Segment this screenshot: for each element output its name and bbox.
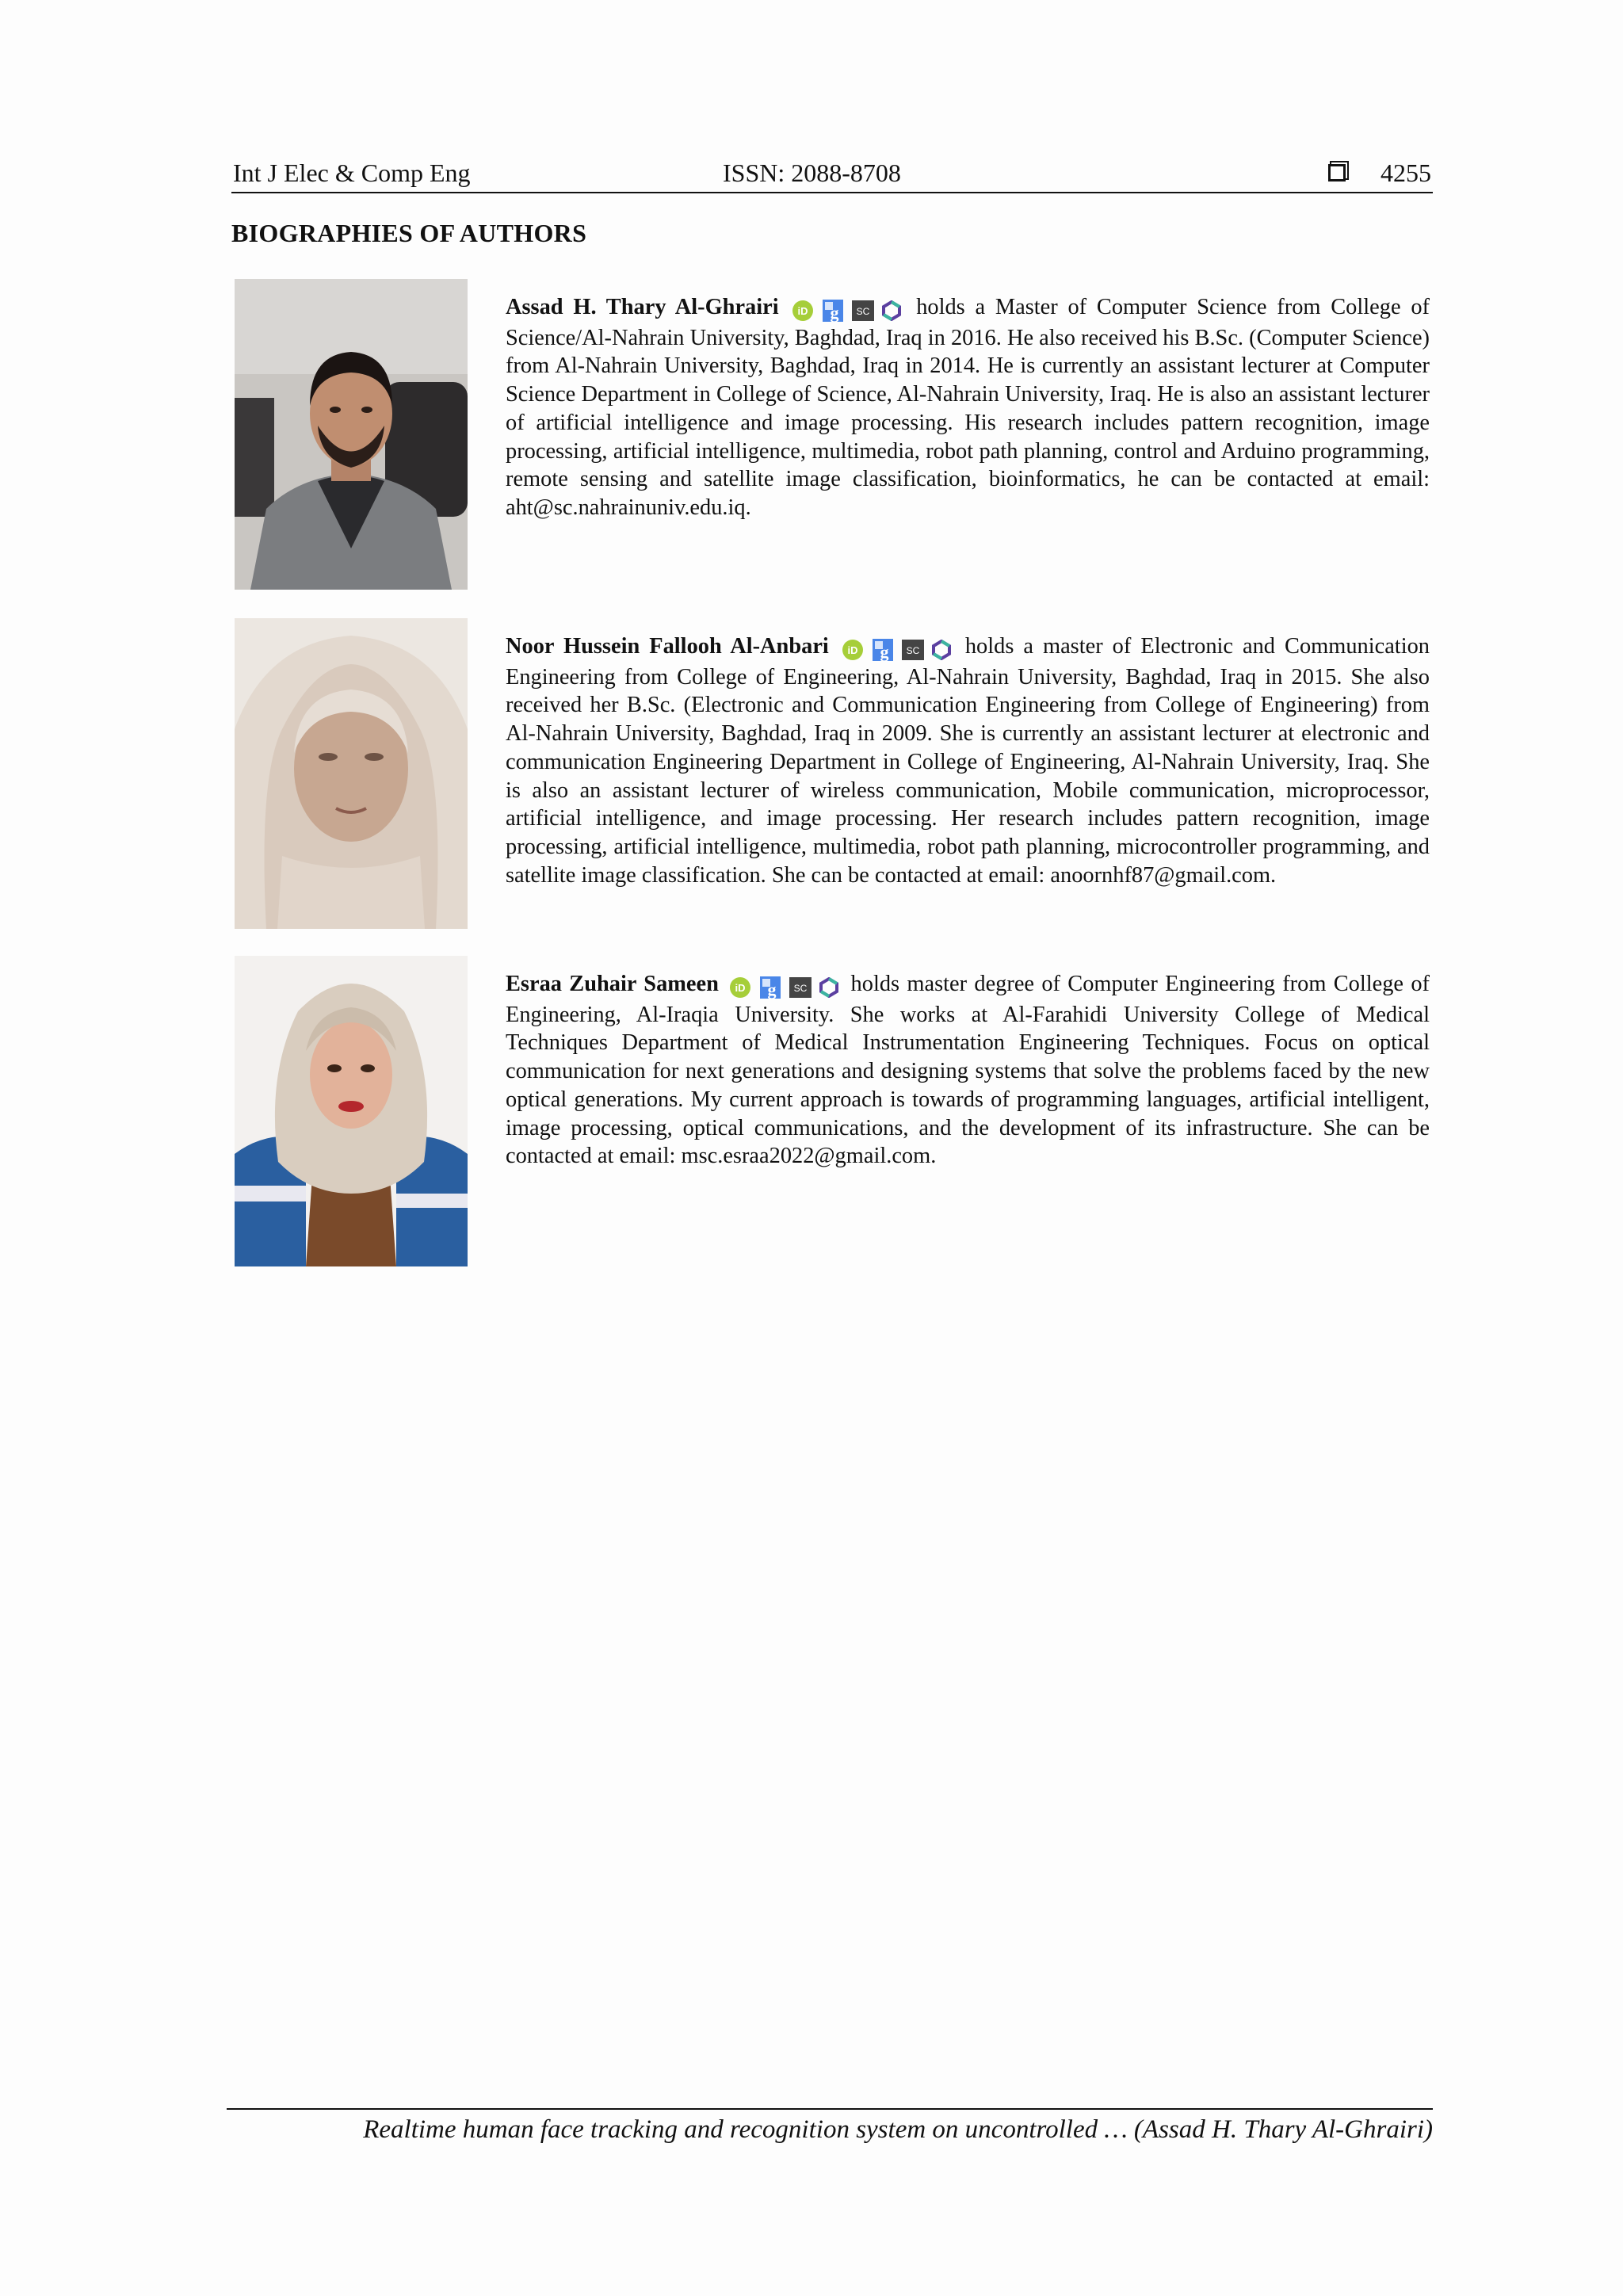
author-bio-text: holds master degree of Computer Engineering from College of Engineering, Al-Iraqia University. She works at Al-Farahidi University College of Medical Techniques Department of Medical Instrumentation Engineering Techniques. Focus on optical communication for next generations and designing systems that solve the problems faced by the new optical generations. My current approach is towards of programming languages, artificial intelligent, image processing, optical communications, and the development of its infrastructure. She can be contacted at email: msc.esraa2022@gmail.com. [506,972,1430,1169]
author-name: Assad H. Thary Al-Ghrairi [506,295,779,319]
scopus-icon[interactable] [852,300,874,321]
author-bio-text: holds a Master of Computer Science from College of Science/Al-Nahrain University, Baghdad, Iraq in 2016. He also received his B.Sc. (Computer Science) from Al-Nahrain University, Baghdad, Iraq in 2014. He is currently an assistant lecturer at Computer Science Department in College of Science, Al-Nahrain University, Iraq. He is also an assistant lecturer of artificial intelligence and image processing. His research includes pattern recognition, image processing, artificial intelligence, multimedia, robot path planning, control and Arduino programming, remote sensing and satellite image classification, bioinformatics, he can be contacted at email: aht@sc.nahrainuniv.edu.iq. [506,295,1430,520]
scopus-icon[interactable] [902,640,924,660]
svg-text:g: g [880,642,889,663]
section-title: BIOGRAPHIES OF AUTHORS [231,219,587,247]
publons-icon[interactable] [882,300,901,321]
scopus-icon[interactable] [789,977,812,998]
profile-icons [729,972,838,1001]
author-photo [235,279,468,590]
author-photo [235,956,468,1266]
footer-rule [227,2108,1433,2110]
profile-icons [792,296,901,324]
author-photo-image [235,279,468,590]
author-bio-text: holds a master of Electronic and Communication Engineering from College of Engineering, Al-Nahrain University, Baghdad, Iraq in 2015. She also received her B.Sc. (Electronic and Communication Engineering from College of Engineering) from Al-Nahrain University, Baghdad, Iraq in 2009. She is currently an assistant lecturer at electronic and communication Engineering Department in College of Engineering, Al-Nahrain University, Iraq. She is also an assistant lecturer of wireless communication, Mobile communication, microprocessor, artificial intelligence, and image processing. Her research includes pattern recognition, image processing, artificial intelligence, multimedia, robot path planning, microcontroller programming, and satellite image classification. She can be contacted at email: anoornhf87@gmail.com. [506,634,1430,888]
issn: ISSN: 2088-8708 [723,159,901,187]
author-bio [506,293,1430,522]
svg-text:iD: iD [797,305,808,318]
author-photo-image [235,956,468,1266]
author-name: Noor Hussein Fallooh Al-Anbari [506,634,829,659]
profile-icons [842,635,951,663]
svg-text:iD: iD [847,644,858,657]
svg-text:SC: SC [793,983,808,995]
publons-icon[interactable] [819,977,838,998]
svg-text:SC: SC [857,306,870,318]
running-footer: Realtime human face tracking and recognition system on uncontrolled … (Assad H. Thary Al-Ghrairi) [363,2115,1433,2144]
google-scholar-icon[interactable] [872,638,894,662]
running-header [231,155,1433,193]
google-scholar-icon[interactable] [822,299,844,323]
author-name: Esraa Zuhair Sameen [506,972,719,996]
publons-icon[interactable] [932,640,951,660]
page-number-group [1328,157,1431,189]
orcid-icon[interactable] [729,976,751,999]
journal-name: Int J Elec & Comp Eng [233,159,471,187]
page-number: 4255 [1381,159,1431,187]
author-photo-image [235,618,468,929]
author-bio [506,970,1430,1171]
svg-text:g: g [830,303,839,323]
page-box-icon [1328,164,1346,181]
orcid-icon[interactable] [842,639,864,661]
orcid-icon[interactable] [792,300,814,322]
svg-text:iD: iD [735,982,746,995]
svg-text:SC: SC [906,645,920,657]
svg-text:g: g [767,980,777,1000]
google-scholar-icon[interactable] [759,976,781,999]
author-bio [506,632,1430,889]
author-photo [235,618,468,929]
